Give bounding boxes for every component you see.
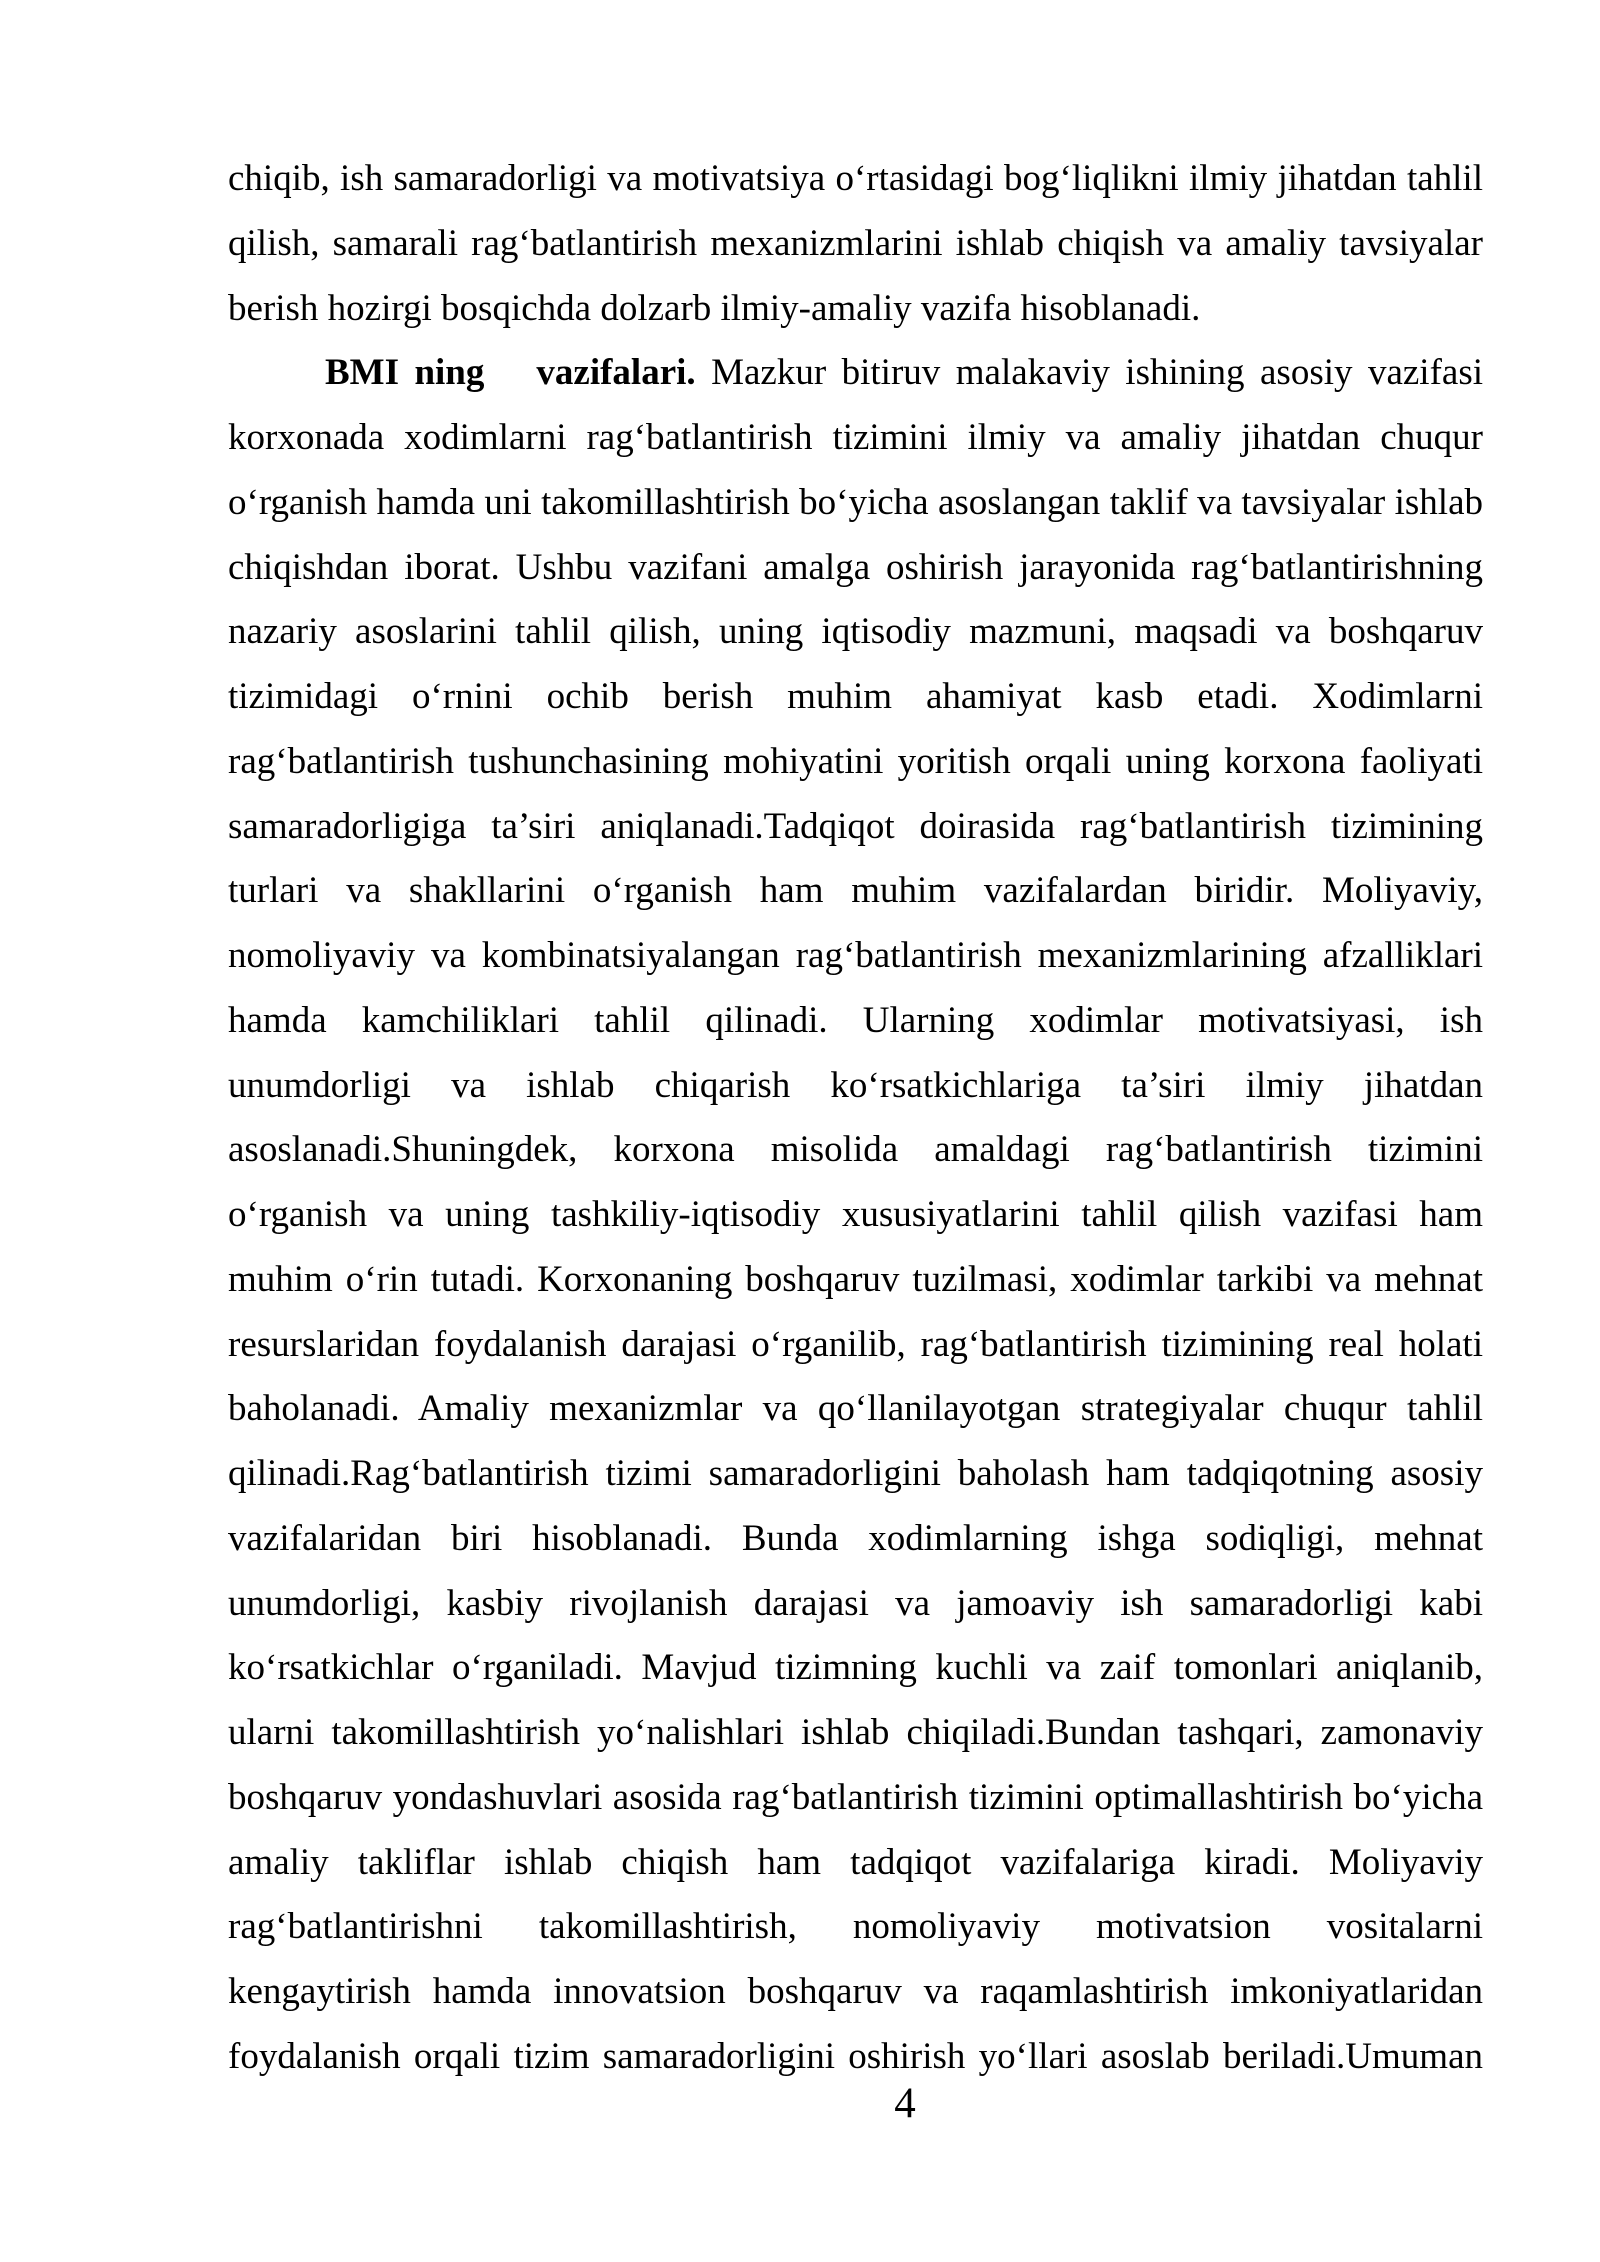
text-line: unumdorligi, kasbiy rivojlanish darajasi va jamoaviy ish samaradorligi kabi xyxy=(228,1582,1483,1624)
text-line: ko‘rsatkichlar o‘rganiladi. Mavjud tizimning kuchli va zaif tomonlari aniqlanib, xyxy=(228,1647,1483,1689)
text-line: nazariy asoslarini tahlil qilish, uning iqtisodiy mazmuni, maqsadi va boshqaruv xyxy=(228,611,1483,653)
text-line: muhim o‘rin tutadi. Korxonaning boshqaruv tuzilmasi, xodimlar tarkibi va mehnat xyxy=(228,1258,1483,1300)
text-line: rag‘batlantirish tushunchasining mohiyatini yoritish orqali uning korxona faoliyati xyxy=(228,740,1483,782)
heading-bold-bmi-ning: BMI ning xyxy=(325,352,485,394)
paragraph-continuation xyxy=(228,147,1483,341)
text-line: rag‘batlantirishni takomillashtirish, nomoliyaviy motivatsion vositalarni xyxy=(228,1906,1483,1948)
page-text-block xyxy=(228,147,1483,2090)
text-line: turlari va shakllarini o‘rganish ham muhim vazifalardan biridir. Moliyaviy, xyxy=(228,870,1483,912)
heading-rest-text: Mazkur bitiruv malakaviy ishining asosiy vazifasi xyxy=(711,352,1483,394)
text-line: foydalanish orqali tizim samaradorligini oshirish yo‘llari asoslab beriladi.Umuman xyxy=(228,2035,1483,2077)
text-line: hamda kamchiliklari tahlil qilinadi. Ularning xodimlar motivatsiyasi, ish xyxy=(228,999,1483,1041)
text-line: amaliy takliflar ishlab chiqish ham tadqiqot vazifalariga kiradi. Moliyaviy xyxy=(228,1841,1483,1883)
text-line: chiqishdan iborat. Ushbu vazifani amalga oshirish jarayonida rag‘batlantirishning xyxy=(228,546,1483,588)
text-line: resurslaridan foydalanish darajasi o‘rganilib, rag‘batlantirish tizimining real holati xyxy=(228,1323,1483,1365)
text-line: ularni takomillashtirish yo‘nalishlari ishlab chiqiladi.Bundan tashqari, zamonaviy xyxy=(228,1712,1483,1753)
text-line: qilish, samarali rag‘batlantirish mexanizmlarini ishlab chiqish va amaliy tavsiyalar xyxy=(228,222,1483,264)
text-line: korxonada xodimlarni rag‘batlantirish tizimini ilmiy va amaliy jihatdan chuqur xyxy=(228,417,1483,458)
heading-bold-vazifalari: vazifalari. xyxy=(536,352,696,394)
text-line: chiqib, ish samaradorligi va motivatsiya o‘rtasidagi bog‘liqlikni ilmiy jihatdan tahlil xyxy=(228,158,1483,199)
text-line: vazifalaridan biri hisoblanadi. Bunda xodimlarning ishga sodiqligi, mehnat xyxy=(228,1517,1483,1559)
text-line: qilinadi.Rag‘batlantirish tizimi samaradorligini baholash ham tadqiqotning asosiy xyxy=(228,1453,1483,1494)
text-line: baholanadi. Amaliy mexanizmlar va qo‘llanilayotgan strategiyalar chuqur tahlil xyxy=(228,1388,1483,1430)
page-number: 4 xyxy=(894,2080,916,2127)
text-line: samaradorligiga ta’siri aniqlanadi.Tadqiqot doirasida rag‘batlantirish tizimining xyxy=(228,805,1483,847)
paragraph-body-lines xyxy=(228,406,1483,2090)
text-line: o‘rganish hamda uni takomillashtirish bo‘yicha asoslangan taklif va tavsiyalar ishlab xyxy=(228,481,1483,523)
text-line: nomoliyaviy va kombinatsiyalangan rag‘batlantirish mexanizmlarining afzalliklari xyxy=(228,935,1483,976)
paragraph-bmi-vazifalari xyxy=(228,341,1483,2089)
text-line: unumdorligi va ishlab chiqarish ko‘rsatkichlariga ta’siri ilmiy jihatdan xyxy=(228,1064,1483,1106)
text-line: boshqaruv yondashuvlari asosida rag‘batlantirish tizimini optimallashtirish bo‘yicha xyxy=(228,1776,1483,1818)
text-line: tizimidagi o‘rnini ochib berish muhim ahamiyat kasb etadi. Xodimlarni xyxy=(228,676,1483,717)
text-line: kengaytirish hamda innovatsion boshqaruv va raqamlashtirish imkoniyatlaridan xyxy=(228,1971,1483,2012)
text-line: asoslanadi.Shuningdek, korxona misolida amaldagi rag‘batlantirish tizimini xyxy=(228,1129,1483,1171)
text-line: o‘rganish va uning tashkiliy-iqtisodiy xususiyatlarini tahlil qilish vazifasi ham xyxy=(228,1194,1483,1235)
text-line: berish hozirgi bosqichda dolzarb ilmiy-amaliy vazifa hisoblanadi. xyxy=(228,287,1201,329)
paragraph-heading-line xyxy=(228,341,1483,406)
